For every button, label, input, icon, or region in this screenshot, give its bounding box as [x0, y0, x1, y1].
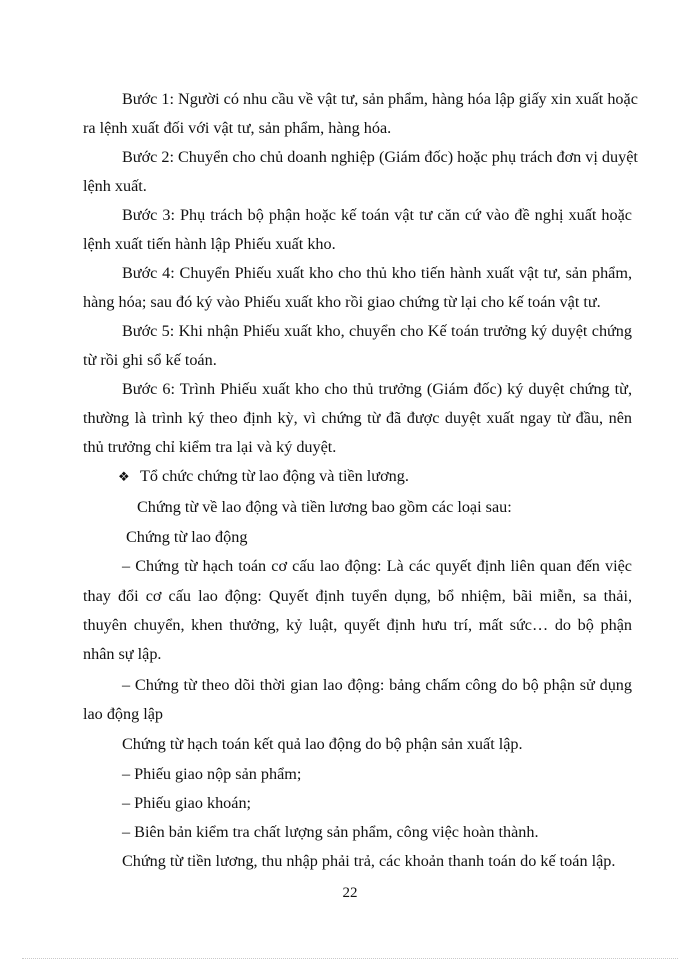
result-item: – Phiếu giao nộp sản phẩm; [122, 765, 302, 783]
step-3-line-2: lệnh xuất tiến hành lập Phiếu xuất kho. [83, 235, 336, 253]
page-number: 22 [342, 885, 358, 901]
step-2-line-1: Bước 2: Chuyển cho chủ doanh nghiệp (Giám đốc) hoặc phụ trách đơn vị duyệt [122, 148, 638, 166]
section-heading [118, 466, 409, 487]
structure-item-line-4: nhân sự lập. [83, 645, 162, 663]
salary-heading: Chứng từ tiền lương, thu nhập phải trả, các khoản thanh toán do kế toán lập. [122, 852, 616, 870]
step-2-line-2: lệnh xuất. [83, 177, 147, 195]
step-6-line-1: Bước 6: Trình Phiếu xuất kho cho thủ trưởng (Giám đốc) ký duyệt chứng từ, [122, 380, 632, 398]
diamond-bullet-icon: ❖ [118, 469, 130, 484]
intro-text: Chứng từ về lao động và tiền lương bao gồm các loại sau: [137, 498, 512, 516]
step-6-line-2: thường là trình ký theo định kỳ, vì chứng từ đã được duyệt xuất ngay từ đầu, nên [83, 409, 632, 427]
time-item-line-2: lao động lập [83, 705, 164, 723]
section-heading-text: Tổ chức chứng từ lao động và tiền lương. [140, 467, 409, 485]
step-1-line-1: Bước 1: Người có nhu cầu về vật tư, sản phẩm, hàng hóa lập giấy xin xuất hoặc [122, 90, 638, 108]
step-1-line-2: ra lệnh xuất đối với vật tư, sản phẩm, hàng hóa. [83, 119, 392, 137]
structure-item-line-3: thuyên chuyển, khen thưởng, kỷ luật, quyết định hưu trí, mất sức… do bộ phận [83, 616, 632, 634]
result-item: – Biên bản kiểm tra chất lượng sản phẩm, công việc hoàn thành. [122, 823, 539, 841]
step-3-line-1: Bước 3: Phụ trách bộ phận hoặc kế toán vật tư căn cứ vào đề nghị xuất hoặc [122, 206, 632, 224]
step-5-line-2: từ rồi ghi sổ kế toán. [83, 351, 217, 369]
structure-item-line-1: – Chứng từ hạch toán cơ cấu lao động: Là các quyết định liên quan đến việc [122, 557, 632, 575]
time-item-line-1: – Chứng từ theo dõi thời gian lao động: bảng chấm công do bộ phận sử dụng [122, 676, 632, 694]
page-bottom-divider [22, 958, 678, 959]
step-4-line-1: Bước 4: Chuyển Phiếu xuất kho cho thủ kho tiến hành xuất vật tư, sản phẩm, [122, 264, 632, 282]
result-heading: Chứng từ hạch toán kết quả lao động do bộ phận sản xuất lập. [122, 735, 523, 753]
structure-item-line-2: thay đổi cơ cấu lao động: Quyết định tuyển dụng, bổ nhiệm, bãi miễn, sa thải, [83, 587, 632, 605]
sub-heading: Chứng từ lao động [126, 528, 248, 546]
result-item: – Phiếu giao khoán; [122, 794, 252, 812]
step-6-line-3: thủ trưởng chỉ kiểm tra lại và ký duyệt. [83, 438, 337, 456]
step-5-line-1: Bước 5: Khi nhận Phiếu xuất kho, chuyển cho Kế toán trưởng ký duyệt chứng [122, 322, 632, 340]
step-4-line-2: hàng hóa; sau đó ký vào Phiếu xuất kho rồi giao chứng từ lại cho kế toán vật tư. [83, 293, 601, 311]
